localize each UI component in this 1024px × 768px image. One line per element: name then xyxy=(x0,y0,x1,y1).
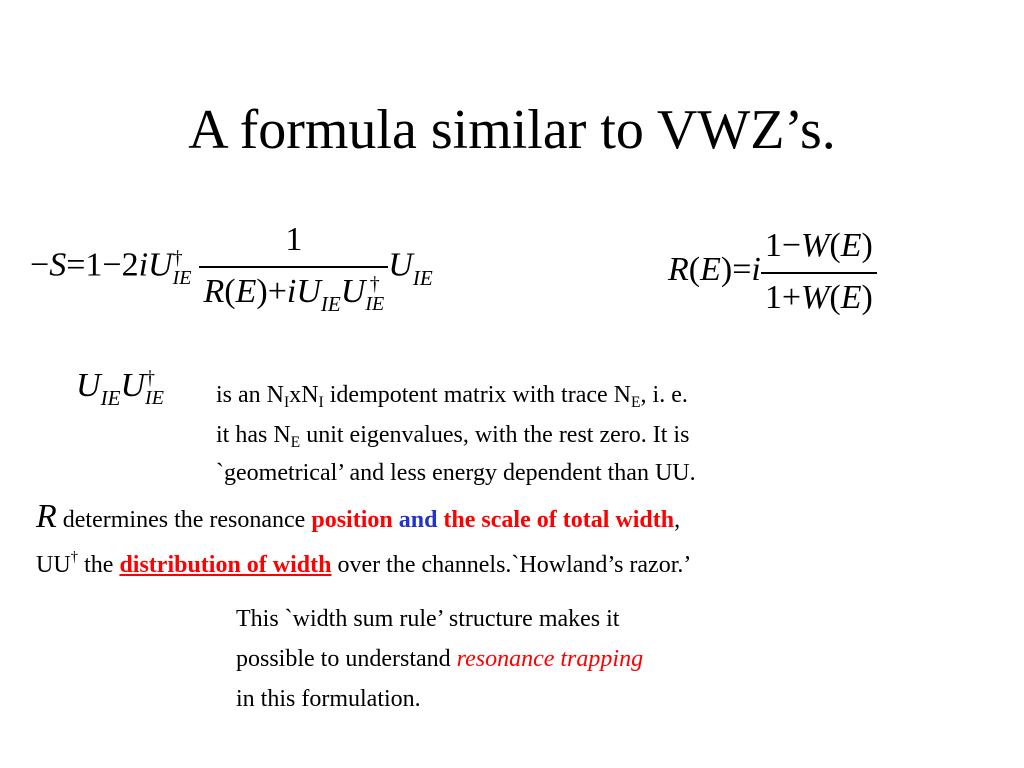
formula-r-e: E xyxy=(700,250,721,288)
formula-r-numerator xyxy=(761,226,877,272)
formula-s-equals: = xyxy=(66,246,86,284)
idempotent-l2-b: unit eigenvalues, with the rest zero. It is xyxy=(300,422,690,448)
idempotent-l2-sub-e: E xyxy=(290,433,301,451)
formula-s-fraction xyxy=(199,220,388,315)
idempotent-text-c: idempotent matrix with trace N xyxy=(323,382,631,408)
formula-s-den-r: R xyxy=(203,273,225,310)
resonance-rest: over the channels.`Howland’s razor.’ xyxy=(331,552,692,578)
formula-r-num-one: 1 xyxy=(764,227,782,264)
formula-s-trail-u: U xyxy=(388,246,413,284)
formula-s-den-plus: + xyxy=(267,273,287,310)
resonance-line-2 xyxy=(36,548,691,585)
idempotent-line-2 xyxy=(216,418,689,455)
formula-r-den-one: 1 xyxy=(764,279,782,316)
idempotent-text-b: xN xyxy=(289,382,319,408)
formula-s-ie: IE xyxy=(172,266,192,289)
formula-r-symbol: R xyxy=(668,250,689,288)
width-rule-line-2 xyxy=(236,642,643,676)
formula-s-symbol: S xyxy=(49,246,67,284)
formula-s-denominator xyxy=(199,266,388,315)
resonance-the: the xyxy=(78,552,120,578)
formula-s-den-e: E xyxy=(235,273,257,310)
formula-s xyxy=(30,220,433,315)
resonance-r-symbol: R xyxy=(36,498,57,535)
uu-u1: U xyxy=(76,367,101,404)
formula-s-scripts xyxy=(173,248,192,288)
formula-r-num-open: ( xyxy=(829,227,841,264)
resonance-distribution: distribution of width xyxy=(119,552,332,578)
formula-s-minus2: − xyxy=(102,246,122,284)
formula-r-den-plus: + xyxy=(781,279,802,316)
uu-ie2: IE xyxy=(145,387,164,410)
formula-s-numerator: 1 xyxy=(285,221,303,258)
formula-s-dagger: † xyxy=(172,246,183,269)
formula-s-two: 2 xyxy=(121,246,139,284)
formula-s-den-i: i xyxy=(286,273,297,310)
resonance-comma: , xyxy=(674,507,681,533)
formula-r-i: i xyxy=(751,250,761,288)
formula-r-equals: = xyxy=(732,250,752,288)
formula-s-den-open: ( xyxy=(224,273,236,310)
formula-s-minus: − xyxy=(30,246,50,284)
formula-s-trail-ie: IE xyxy=(412,265,433,290)
formula-r-num-w: W xyxy=(801,227,830,264)
resonance-line-1 xyxy=(36,500,680,537)
formula-s-den-close: ) xyxy=(256,273,268,310)
resonance-uu: UU xyxy=(36,552,71,578)
formula-r-den-open: ( xyxy=(829,279,841,316)
formula-r-den-w: W xyxy=(801,279,830,316)
resonance-scale: the scale of total width xyxy=(443,507,675,533)
uu-symbol xyxy=(76,366,164,409)
formula-s-u-dagger: U xyxy=(148,246,173,284)
formula-r-den-e: E xyxy=(840,279,862,316)
formula-r-fraction xyxy=(761,226,877,318)
formula-s-den-u2: U xyxy=(340,273,366,310)
formula-s-one: 1 xyxy=(85,246,103,284)
idempotent-text-d: , i. e. xyxy=(640,382,688,408)
uu-dagger: † xyxy=(145,367,156,390)
idempotent-l2-a: it has N xyxy=(216,422,291,448)
idempotent-sub-e: E xyxy=(631,393,641,411)
formula-r-num-e: E xyxy=(840,227,862,264)
idempotent-sub-i1: I xyxy=(284,393,290,411)
formula-r-num-close: ) xyxy=(861,227,873,264)
resonance-position: position xyxy=(311,507,393,533)
formula-r-num-minus: − xyxy=(781,227,802,264)
idempotent-line-3: `geometrical’ and less energy dependent than UU. xyxy=(216,460,696,486)
formula-r-open: ( xyxy=(688,250,701,288)
formula-s-den-dagger: † xyxy=(369,273,380,296)
resonance-dagger: † xyxy=(70,548,79,565)
width-rule-line-3: in this formulation. xyxy=(236,686,421,712)
formula-r-denominator xyxy=(761,272,877,318)
formula-s-den-scripts xyxy=(365,274,384,314)
idempotent-text-a: is an N xyxy=(216,382,284,408)
idempotent-line-1 xyxy=(216,378,688,415)
width-rule-trapping: resonance trapping xyxy=(456,646,644,672)
idempotent-sub-i2: I xyxy=(318,393,324,411)
formula-s-den-ie: IE xyxy=(320,292,341,317)
slide-title: A formula similar to VWZ’s. xyxy=(188,99,836,161)
width-rule-text: possible to understand xyxy=(236,646,457,672)
uu-u2: U xyxy=(120,367,146,404)
resonance-and: and xyxy=(398,507,438,533)
formula-r-close: ) xyxy=(720,250,733,288)
uu-scripts xyxy=(145,368,164,408)
formula-r xyxy=(668,226,877,318)
formula-s-den-u: U xyxy=(296,273,321,310)
formula-r-den-close: ) xyxy=(861,279,873,316)
formula-s-den-ie2: IE xyxy=(365,293,385,316)
formula-s-i: i xyxy=(138,246,149,284)
width-rule-line-1: This `width sum rule’ structure makes it xyxy=(236,606,620,632)
uu-ie1: IE xyxy=(100,386,121,411)
resonance-text-a: determines the resonance xyxy=(56,507,312,533)
